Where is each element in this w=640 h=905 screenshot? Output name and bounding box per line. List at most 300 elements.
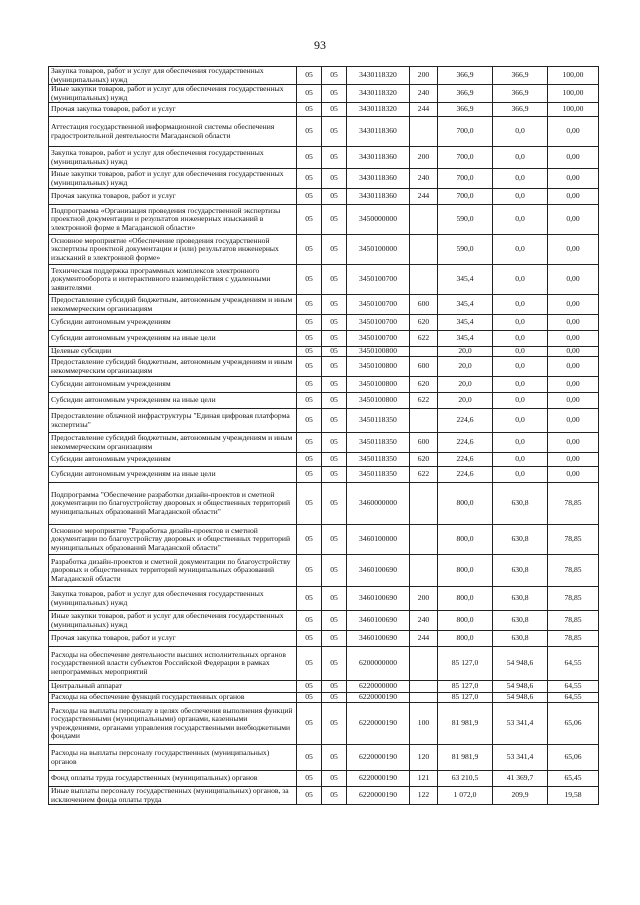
section-code-cell: 05 xyxy=(297,611,322,631)
section-code-cell: 05 xyxy=(297,147,322,169)
expense-type-cell xyxy=(410,525,438,555)
plan-amount-cell: 63 210,5 xyxy=(438,771,493,787)
expense-type-cell: 600 xyxy=(410,357,438,377)
plan-amount-cell: 1 072,0 xyxy=(438,787,493,805)
execution-percent-cell: 0,00 xyxy=(548,147,599,169)
target-article-cell: 6220000190 xyxy=(347,693,410,703)
subsection-code-cell: 05 xyxy=(322,453,347,467)
table-row xyxy=(49,393,599,409)
table-row xyxy=(49,103,599,117)
actual-amount-cell: 53 341,4 xyxy=(493,745,548,771)
target-article-cell: 3450100800 xyxy=(347,347,410,357)
section-code-cell: 05 xyxy=(297,169,322,189)
expense-name-cell: Подпрограмма «Организация проведения государственной экспертизы проектной документации и результатов инженерных изысканий в электронной форме в Магаданской области» xyxy=(49,205,297,235)
actual-amount-cell: 0,0 xyxy=(493,467,548,483)
target-article-cell: 3460100690 xyxy=(347,587,410,611)
subsection-code-cell: 05 xyxy=(322,205,347,235)
section-code-cell: 05 xyxy=(297,693,322,703)
section-code-cell: 05 xyxy=(297,103,322,117)
table-row xyxy=(49,377,599,393)
target-article-cell: 3450100800 xyxy=(347,393,410,409)
expense-name-cell: Субсидии автономным учреждениям xyxy=(49,315,297,331)
plan-amount-cell: 800,0 xyxy=(438,483,493,525)
table-row xyxy=(49,703,599,745)
table-row xyxy=(49,189,599,205)
target-article-cell: 3430118320 xyxy=(347,85,410,103)
target-article-cell: 6220000000 xyxy=(347,681,410,693)
actual-amount-cell: 0,0 xyxy=(493,265,548,295)
table-row xyxy=(49,467,599,483)
table-row xyxy=(49,647,599,681)
plan-amount-cell: 224,6 xyxy=(438,453,493,467)
table-row xyxy=(49,169,599,189)
plan-amount-cell: 345,4 xyxy=(438,295,493,315)
subsection-code-cell: 05 xyxy=(322,147,347,169)
expense-type-cell xyxy=(410,235,438,265)
execution-percent-cell: 100,00 xyxy=(548,85,599,103)
subsection-code-cell: 05 xyxy=(322,631,347,647)
target-article-cell: 3450100700 xyxy=(347,295,410,315)
execution-percent-cell: 65,06 xyxy=(548,745,599,771)
plan-amount-cell: 700,0 xyxy=(438,169,493,189)
table-row xyxy=(49,787,599,805)
plan-amount-cell: 224,6 xyxy=(438,467,493,483)
expense-type-cell xyxy=(410,205,438,235)
execution-percent-cell: 0,00 xyxy=(548,467,599,483)
expense-type-cell: 120 xyxy=(410,745,438,771)
plan-amount-cell: 224,6 xyxy=(438,409,493,433)
actual-amount-cell: 630,8 xyxy=(493,555,548,587)
plan-amount-cell: 20,0 xyxy=(438,357,493,377)
execution-percent-cell: 78,85 xyxy=(548,631,599,647)
table-row xyxy=(49,483,599,525)
expense-type-cell: 622 xyxy=(410,331,438,347)
execution-percent-cell: 64,55 xyxy=(548,647,599,681)
expense-name-cell: Иные закупки товаров, работ и услуг для обеспечения государственных (муниципальных) нужд xyxy=(49,169,297,189)
expense-type-cell: 622 xyxy=(410,393,438,409)
execution-percent-cell: 78,85 xyxy=(548,525,599,555)
expense-type-cell: 620 xyxy=(410,315,438,331)
plan-amount-cell: 345,4 xyxy=(438,331,493,347)
table-row xyxy=(49,147,599,169)
execution-percent-cell: 78,85 xyxy=(548,611,599,631)
subsection-code-cell: 05 xyxy=(322,347,347,357)
expense-type-cell xyxy=(410,117,438,147)
execution-percent-cell: 0,00 xyxy=(548,169,599,189)
target-article-cell: 3430118320 xyxy=(347,103,410,117)
section-code-cell: 05 xyxy=(297,377,322,393)
table-row xyxy=(49,295,599,315)
subsection-code-cell: 05 xyxy=(322,433,347,453)
execution-percent-cell: 0,00 xyxy=(548,377,599,393)
expense-type-cell xyxy=(410,555,438,587)
actual-amount-cell: 366,9 xyxy=(493,103,548,117)
expense-type-cell: 240 xyxy=(410,611,438,631)
plan-amount-cell: 81 981,9 xyxy=(438,745,493,771)
subsection-code-cell: 05 xyxy=(322,393,347,409)
target-article-cell: 3460100690 xyxy=(347,631,410,647)
execution-percent-cell: 0,00 xyxy=(548,453,599,467)
table-row xyxy=(49,771,599,787)
plan-amount-cell: 700,0 xyxy=(438,117,493,147)
execution-percent-cell: 0,00 xyxy=(548,393,599,409)
plan-amount-cell: 800,0 xyxy=(438,525,493,555)
actual-amount-cell: 0,0 xyxy=(493,377,548,393)
plan-amount-cell: 700,0 xyxy=(438,189,493,205)
expense-name-cell: Иные закупки товаров, работ и услуг для обеспечения государственных (муниципальных) нужд xyxy=(49,611,297,631)
expense-name-cell: Основное мероприятие "Разработка дизайн-проектов и сметной документации по благоустройству дворовых и общественных территорий муниципальных образований Магаданской области" xyxy=(49,525,297,555)
subsection-code-cell: 05 xyxy=(322,67,347,85)
plan-amount-cell: 700,0 xyxy=(438,147,493,169)
expense-name-cell: Расходы на обеспечение функций государственных органов xyxy=(49,693,297,703)
expense-type-cell: 122 xyxy=(410,787,438,805)
execution-percent-cell: 0,00 xyxy=(548,433,599,453)
actual-amount-cell: 0,0 xyxy=(493,189,548,205)
actual-amount-cell: 630,8 xyxy=(493,631,548,647)
plan-amount-cell: 81 981,9 xyxy=(438,703,493,745)
subsection-code-cell: 05 xyxy=(322,377,347,393)
section-code-cell: 05 xyxy=(297,681,322,693)
actual-amount-cell: 0,0 xyxy=(493,393,548,409)
target-article-cell: 3460000000 xyxy=(347,483,410,525)
subsection-code-cell: 05 xyxy=(322,703,347,745)
section-code-cell: 05 xyxy=(297,433,322,453)
table-row xyxy=(49,235,599,265)
plan-amount-cell: 800,0 xyxy=(438,611,493,631)
expense-name-cell: Субсидии автономным учреждениям на иные цели xyxy=(49,467,297,483)
page-number: 93 xyxy=(314,38,326,52)
actual-amount-cell: 0,0 xyxy=(493,409,548,433)
section-code-cell: 05 xyxy=(297,453,322,467)
subsection-code-cell: 05 xyxy=(322,681,347,693)
expense-type-cell xyxy=(410,647,438,681)
subsection-code-cell: 05 xyxy=(322,117,347,147)
target-article-cell: 3450100800 xyxy=(347,377,410,393)
target-article-cell: 3430118320 xyxy=(347,67,410,85)
actual-amount-cell: 0,0 xyxy=(493,169,548,189)
actual-amount-cell: 0,0 xyxy=(493,331,548,347)
section-code-cell: 05 xyxy=(297,235,322,265)
section-code-cell: 05 xyxy=(297,67,322,85)
execution-percent-cell: 0,00 xyxy=(548,347,599,357)
plan-amount-cell: 345,4 xyxy=(438,265,493,295)
expense-type-cell: 244 xyxy=(410,189,438,205)
expense-type-cell: 200 xyxy=(410,587,438,611)
table-row xyxy=(49,453,599,467)
actual-amount-cell: 0,0 xyxy=(493,433,548,453)
actual-amount-cell: 630,8 xyxy=(493,525,548,555)
plan-amount-cell: 366,9 xyxy=(438,85,493,103)
section-code-cell: 05 xyxy=(297,587,322,611)
plan-amount-cell: 345,4 xyxy=(438,315,493,331)
actual-amount-cell: 54 948,6 xyxy=(493,693,548,703)
subsection-code-cell: 05 xyxy=(322,693,347,703)
section-code-cell: 05 xyxy=(297,703,322,745)
expense-name-cell: Расходы на выплаты персоналу государственных (муниципальных) органов xyxy=(49,745,297,771)
table-row xyxy=(49,525,599,555)
target-article-cell: 3450118350 xyxy=(347,409,410,433)
actual-amount-cell: 0,0 xyxy=(493,117,548,147)
plan-amount-cell: 366,9 xyxy=(438,67,493,85)
expense-name-cell: Иные закупки товаров, работ и услуг для обеспечения государственных (муниципальных) нужд xyxy=(49,85,297,103)
section-code-cell: 05 xyxy=(297,771,322,787)
subsection-code-cell: 05 xyxy=(322,587,347,611)
expense-type-cell xyxy=(410,693,438,703)
table-row xyxy=(49,357,599,377)
plan-amount-cell: 85 127,0 xyxy=(438,693,493,703)
table-row xyxy=(49,587,599,611)
expense-name-cell: Расходы на выплаты персоналу в целях обеспечения выполнения функций государственными (муниципальными) органами, казенными учреждениями, органами управления государственными внебюджетными фондами xyxy=(49,703,297,745)
plan-amount-cell: 366,9 xyxy=(438,103,493,117)
section-code-cell: 05 xyxy=(297,393,322,409)
subsection-code-cell: 05 xyxy=(322,525,347,555)
execution-percent-cell: 100,00 xyxy=(548,67,599,85)
actual-amount-cell: 0,0 xyxy=(493,453,548,467)
execution-percent-cell: 0,00 xyxy=(548,331,599,347)
expense-name-cell: Закупка товаров, работ и услуг для обеспечения государственных (муниципальных) нужд xyxy=(49,587,297,611)
section-code-cell: 05 xyxy=(297,295,322,315)
expense-name-cell: Субсидии автономным учреждениям xyxy=(49,453,297,467)
target-article-cell: 3450118350 xyxy=(347,453,410,467)
expense-type-cell: 100 xyxy=(410,703,438,745)
execution-percent-cell: 19,58 xyxy=(548,787,599,805)
expense-type-cell: 244 xyxy=(410,631,438,647)
actual-amount-cell: 0,0 xyxy=(493,205,548,235)
target-article-cell: 3450100700 xyxy=(347,331,410,347)
target-article-cell: 3430118360 xyxy=(347,117,410,147)
table-row xyxy=(49,555,599,587)
actual-amount-cell: 54 948,6 xyxy=(493,681,548,693)
actual-amount-cell: 630,8 xyxy=(493,611,548,631)
target-article-cell: 3430118360 xyxy=(347,169,410,189)
expense-name-cell: Техническая поддержка программных комплексов электронного документооборота и интерактивного взаимодействия с удаленными заявителями xyxy=(49,265,297,295)
execution-percent-cell: 0,00 xyxy=(548,265,599,295)
expense-name-cell: Основное мероприятие «Обеспечение проведения государственной экспертизы проектной документации и (или) результатов инженерных изысканий в электронной форме» xyxy=(49,235,297,265)
section-code-cell: 05 xyxy=(297,745,322,771)
section-code-cell: 05 xyxy=(297,189,322,205)
expense-type-cell: 240 xyxy=(410,169,438,189)
budget-table xyxy=(48,66,599,805)
execution-percent-cell: 0,00 xyxy=(548,117,599,147)
target-article-cell: 3430118360 xyxy=(347,189,410,205)
subsection-code-cell: 05 xyxy=(322,235,347,265)
section-code-cell: 05 xyxy=(297,525,322,555)
plan-amount-cell: 800,0 xyxy=(438,555,493,587)
table-row xyxy=(49,693,599,703)
expense-type-cell: 240 xyxy=(410,85,438,103)
expense-type-cell: 600 xyxy=(410,433,438,453)
expense-name-cell: Расходы на обеспечение деятельности высших исполнительных органов государственной власти субъектов Российской Федерации в рамках непрограммных мероприятий xyxy=(49,647,297,681)
section-code-cell: 05 xyxy=(297,409,322,433)
plan-amount-cell: 800,0 xyxy=(438,631,493,647)
section-code-cell: 05 xyxy=(297,483,322,525)
subsection-code-cell: 05 xyxy=(322,295,347,315)
section-code-cell: 05 xyxy=(297,467,322,483)
target-article-cell: 6220000190 xyxy=(347,771,410,787)
actual-amount-cell: 366,9 xyxy=(493,85,548,103)
expense-name-cell: Аттестация государственной информационной системы обеспечения градостроительной деятельности Магаданской области xyxy=(49,117,297,147)
plan-amount-cell: 20,0 xyxy=(438,377,493,393)
expense-type-cell xyxy=(410,483,438,525)
expense-name-cell: Предоставление субсидий бюджетным, автономным учреждениям и иным некоммерческим организациям xyxy=(49,433,297,453)
plan-amount-cell: 85 127,0 xyxy=(438,681,493,693)
expense-type-cell: 200 xyxy=(410,147,438,169)
target-article-cell: 3450100800 xyxy=(347,357,410,377)
plan-amount-cell: 590,0 xyxy=(438,235,493,265)
target-article-cell: 3460100000 xyxy=(347,525,410,555)
target-article-cell: 3460100690 xyxy=(347,611,410,631)
expense-name-cell: Разработка дизайн-проектов и сметной документации по благоустройству дворовых и общественных территорий муниципальных образований Магаданской области xyxy=(49,555,297,587)
actual-amount-cell: 630,8 xyxy=(493,587,548,611)
table-row xyxy=(49,433,599,453)
execution-percent-cell: 100,00 xyxy=(548,103,599,117)
plan-amount-cell: 20,0 xyxy=(438,347,493,357)
table-row xyxy=(49,631,599,647)
expense-name-cell: Предоставление субсидий бюджетным, автономным учреждениям и иным некоммерческим организациям xyxy=(49,357,297,377)
expense-name-cell: Закупка товаров, работ и услуг для обеспечения государственных (муниципальных) нужд xyxy=(49,67,297,85)
expense-name-cell: Субсидии автономным учреждениям на иные цели xyxy=(49,393,297,409)
expense-name-cell: Целевые субсидии xyxy=(49,347,297,357)
table-row xyxy=(49,315,599,331)
expense-name-cell: Прочая закупка товаров, работ и услуг xyxy=(49,189,297,205)
expense-type-cell: 620 xyxy=(410,377,438,393)
expense-name-cell: Иные выплаты персоналу государственных (муниципальных) органов, за исключением фонда оплаты труда xyxy=(49,787,297,805)
target-article-cell: 3450000000 xyxy=(347,205,410,235)
section-code-cell: 05 xyxy=(297,331,322,347)
section-code-cell: 05 xyxy=(297,347,322,357)
expense-type-cell xyxy=(410,347,438,357)
target-article-cell: 3450118350 xyxy=(347,433,410,453)
table-row xyxy=(49,265,599,295)
table-row xyxy=(49,681,599,693)
target-article-cell: 6200000000 xyxy=(347,647,410,681)
table-row xyxy=(49,205,599,235)
section-code-cell: 05 xyxy=(297,265,322,295)
subsection-code-cell: 05 xyxy=(322,611,347,631)
plan-amount-cell: 800,0 xyxy=(438,587,493,611)
expense-name-cell: Субсидии автономным учреждениям xyxy=(49,377,297,393)
execution-percent-cell: 0,00 xyxy=(548,235,599,265)
section-code-cell: 05 xyxy=(297,205,322,235)
execution-percent-cell: 0,00 xyxy=(548,409,599,433)
plan-amount-cell: 590,0 xyxy=(438,205,493,235)
subsection-code-cell: 05 xyxy=(322,647,347,681)
section-code-cell: 05 xyxy=(297,357,322,377)
actual-amount-cell: 0,0 xyxy=(493,235,548,265)
actual-amount-cell: 54 948,6 xyxy=(493,647,548,681)
actual-amount-cell: 53 341,4 xyxy=(493,703,548,745)
target-article-cell: 6220000190 xyxy=(347,703,410,745)
expense-type-cell xyxy=(410,681,438,693)
execution-percent-cell: 0,00 xyxy=(548,295,599,315)
expense-type-cell: 600 xyxy=(410,295,438,315)
execution-percent-cell: 78,85 xyxy=(548,555,599,587)
expense-type-cell xyxy=(410,409,438,433)
expense-type-cell: 622 xyxy=(410,467,438,483)
expense-name-cell: Фонд оплаты труда государственных (муниципальных) органов xyxy=(49,771,297,787)
execution-percent-cell: 64,55 xyxy=(548,681,599,693)
actual-amount-cell: 41 369,7 xyxy=(493,771,548,787)
execution-percent-cell: 65,45 xyxy=(548,771,599,787)
actual-amount-cell: 209,9 xyxy=(493,787,548,805)
expense-type-cell: 200 xyxy=(410,67,438,85)
table-row xyxy=(49,85,599,103)
expense-name-cell: Центральный аппарат xyxy=(49,681,297,693)
plan-amount-cell: 20,0 xyxy=(438,393,493,409)
target-article-cell: 3450100700 xyxy=(347,265,410,295)
subsection-code-cell: 05 xyxy=(322,555,347,587)
target-article-cell: 3450100000 xyxy=(347,235,410,265)
plan-amount-cell: 85 127,0 xyxy=(438,647,493,681)
execution-percent-cell: 0,00 xyxy=(548,189,599,205)
execution-percent-cell: 64,55 xyxy=(548,693,599,703)
expense-name-cell: Прочая закупка товаров, работ и услуг xyxy=(49,631,297,647)
section-code-cell: 05 xyxy=(297,647,322,681)
subsection-code-cell: 05 xyxy=(322,745,347,771)
section-code-cell: 05 xyxy=(297,85,322,103)
subsection-code-cell: 05 xyxy=(322,357,347,377)
section-code-cell: 05 xyxy=(297,315,322,331)
subsection-code-cell: 05 xyxy=(322,483,347,525)
subsection-code-cell: 05 xyxy=(322,467,347,483)
execution-percent-cell: 0,00 xyxy=(548,205,599,235)
table-row xyxy=(49,611,599,631)
target-article-cell: 3450118350 xyxy=(347,467,410,483)
actual-amount-cell: 630,8 xyxy=(493,483,548,525)
table-row xyxy=(49,117,599,147)
table-row xyxy=(49,331,599,347)
actual-amount-cell: 0,0 xyxy=(493,147,548,169)
execution-percent-cell: 78,85 xyxy=(548,587,599,611)
table-body xyxy=(49,67,599,805)
expense-type-cell: 244 xyxy=(410,103,438,117)
subsection-code-cell: 05 xyxy=(322,169,347,189)
expense-name-cell: Прочая закупка товаров, работ и услуг xyxy=(49,103,297,117)
target-article-cell: 3430118360 xyxy=(347,147,410,169)
subsection-code-cell: 05 xyxy=(322,103,347,117)
target-article-cell: 3460100690 xyxy=(347,555,410,587)
actual-amount-cell: 0,0 xyxy=(493,357,548,377)
table-row xyxy=(49,745,599,771)
table-row xyxy=(49,347,599,357)
execution-percent-cell: 0,00 xyxy=(548,357,599,377)
table-row xyxy=(49,67,599,85)
section-code-cell: 05 xyxy=(297,631,322,647)
subsection-code-cell: 05 xyxy=(322,189,347,205)
subsection-code-cell: 05 xyxy=(322,771,347,787)
subsection-code-cell: 05 xyxy=(322,315,347,331)
target-article-cell: 3450100700 xyxy=(347,315,410,331)
expense-type-cell xyxy=(410,265,438,295)
section-code-cell: 05 xyxy=(297,555,322,587)
target-article-cell: 6220000190 xyxy=(347,745,410,771)
expense-type-cell: 620 xyxy=(410,453,438,467)
actual-amount-cell: 0,0 xyxy=(493,347,548,357)
subsection-code-cell: 05 xyxy=(322,331,347,347)
execution-percent-cell: 0,00 xyxy=(548,315,599,331)
expense-type-cell: 121 xyxy=(410,771,438,787)
execution-percent-cell: 65,06 xyxy=(548,703,599,745)
plan-amount-cell: 224,6 xyxy=(438,433,493,453)
expense-name-cell: Закупка товаров, работ и услуг для обеспечения государственных (муниципальных) нужд xyxy=(49,147,297,169)
target-article-cell: 6220000190 xyxy=(347,787,410,805)
execution-percent-cell: 78,85 xyxy=(548,483,599,525)
expense-name-cell: Субсидии автономным учреждениям на иные цели xyxy=(49,331,297,347)
expense-name-cell: Предоставление субсидий бюджетным, автономным учреждениям и иным некоммерческим организациям xyxy=(49,295,297,315)
subsection-code-cell: 05 xyxy=(322,409,347,433)
table-row xyxy=(49,409,599,433)
expense-name-cell: Предоставление облачной инфраструктуры "Единая цифровая платформа экспертизы" xyxy=(49,409,297,433)
